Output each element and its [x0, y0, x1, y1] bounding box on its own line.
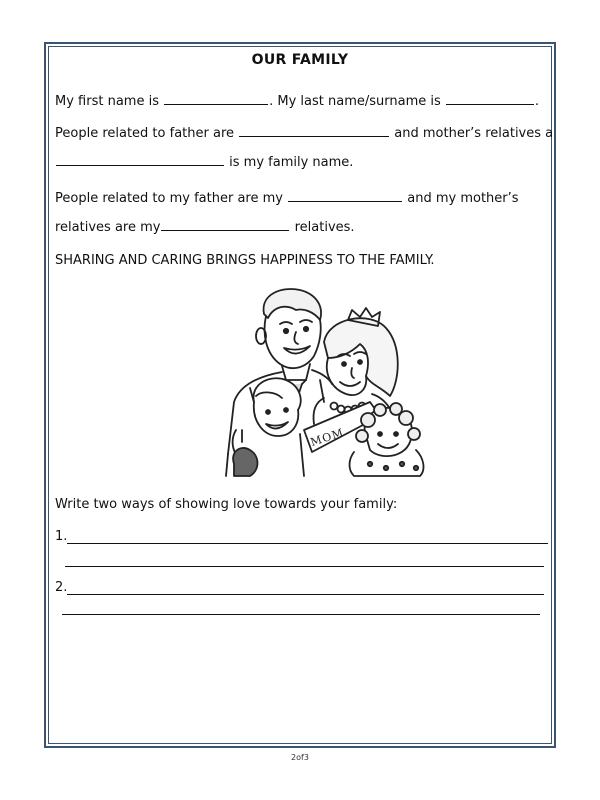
relatives-line	[55, 124, 553, 141]
answer-2-second-line[interactable]	[62, 614, 540, 615]
mother-label: and my mother’s	[407, 191, 519, 206]
father-relatives-are-line	[55, 189, 519, 206]
worksheet-title: OUR FAMILY	[251, 52, 349, 68]
answer-1-second-line[interactable]	[65, 566, 544, 567]
last-name-blank[interactable]	[446, 92, 534, 105]
father-relatives-are-blank[interactable]	[288, 189, 402, 202]
family-name-line	[55, 153, 353, 170]
first-last-name-line	[55, 92, 539, 109]
father-relatives-blank[interactable]	[239, 124, 389, 137]
mother-relatives-are-blank[interactable]	[161, 218, 289, 231]
family-name-blank[interactable]	[56, 153, 224, 166]
answer-1-number: 1.	[55, 529, 68, 544]
father-relatives-label: People related to father are	[55, 126, 234, 141]
answer-2-number: 2.	[55, 580, 68, 595]
mother-relatives-are-label: relatives are my	[55, 220, 161, 235]
first-name-label: My first name is	[55, 94, 159, 109]
first-name-blank[interactable]	[164, 92, 268, 105]
family-name-label: is my family name.	[229, 155, 354, 170]
answer-1-line[interactable]	[67, 531, 548, 544]
answer-2-line[interactable]	[67, 582, 544, 595]
mom-banner-text: MOM	[308, 425, 346, 450]
answer-2-row	[55, 580, 544, 595]
motto-text: SHARING AND CARING BRINGS HAPPINESS TO THE FAMILY.	[55, 253, 435, 268]
mother-relatives-are-line	[55, 218, 355, 235]
page-number: 2of3	[291, 753, 309, 762]
line1-end: .	[534, 94, 540, 109]
mother-relatives-label: and mother’s relatives a	[394, 126, 554, 141]
answer-1-row	[55, 529, 548, 544]
relatives-end-label: relatives.	[294, 220, 355, 235]
family-illustration	[220, 284, 442, 480]
love-prompt: Write two ways of showing love towards your family:	[55, 497, 398, 512]
father-relatives-are-label: People related to my father are my	[55, 191, 283, 206]
last-name-label: . My last name/surname is	[269, 94, 441, 109]
